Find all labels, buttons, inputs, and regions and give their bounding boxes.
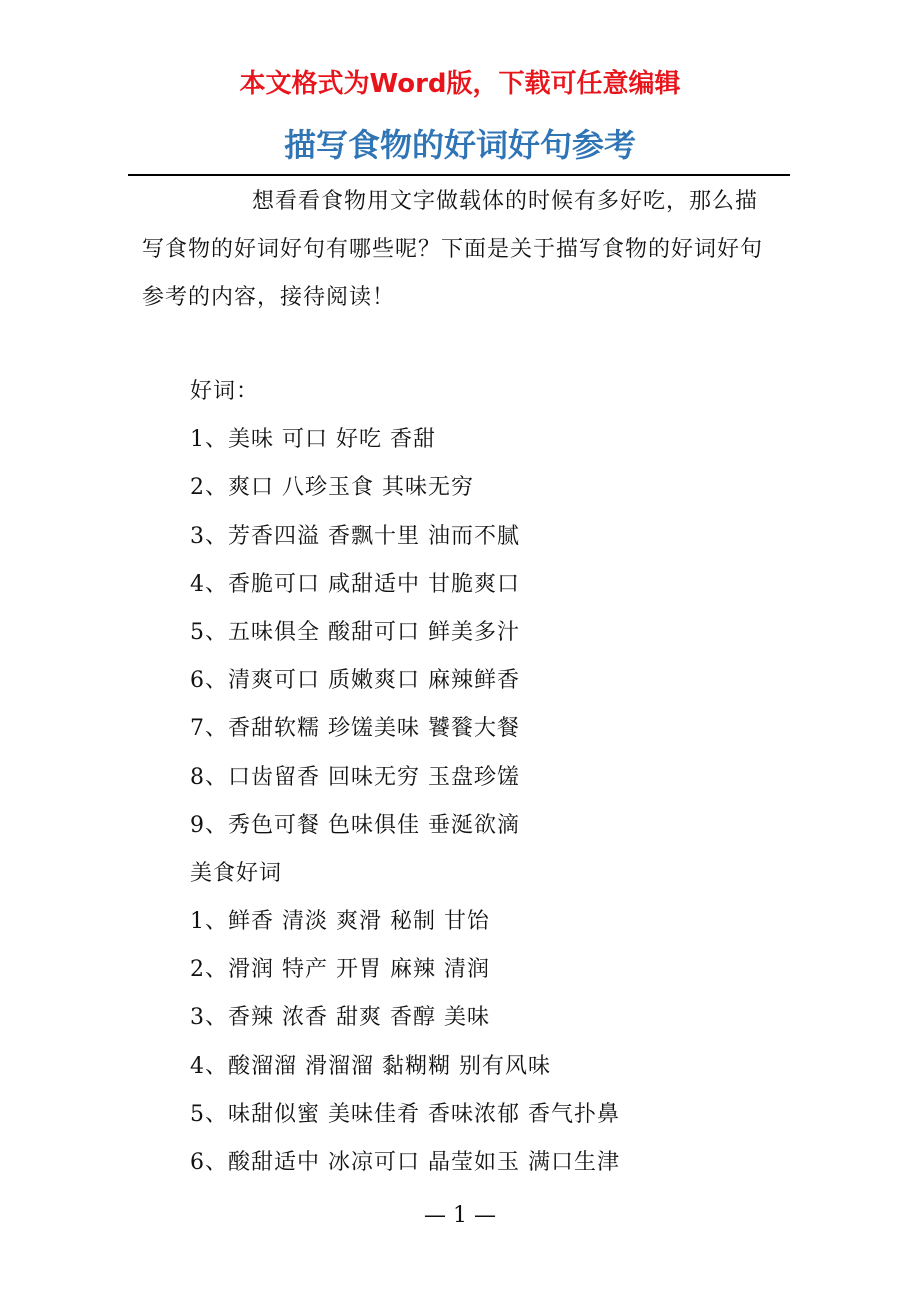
list-item: 9、秀色可餐 色味俱佳 垂涎欲滴 [190, 812, 520, 838]
list-item: 6、酸甜适中 冰凉可口 晶莹如玉 满口生津 [190, 1150, 620, 1175]
page-number: — 1 — [424, 1203, 496, 1228]
title-divider [128, 174, 790, 176]
list-item: 3、香辣 浓香 甜爽 香醇 美味 [190, 1005, 490, 1031]
section-heading-good-words: 好词： [190, 379, 260, 404]
list-item: 4、酸溜溜 滑溜溜 黏糊糊 别有风味 [190, 1053, 551, 1079]
list-item: 5、五味俱全 酸甜可口 鲜美多汁 [190, 619, 520, 645]
list-item: 5、味甜似蜜 美味佳肴 香味浓郁 香气扑鼻 [190, 1101, 620, 1127]
list-item: 7、香甜软糯 珍馐美味 饕餮大餐 [190, 716, 520, 742]
list-item: 2、滑润 特产 开胃 麻辣 清润 [190, 957, 490, 983]
section-heading-food-words: 美食好词 [190, 860, 283, 886]
list-item: 4、香脆可口 咸甜适中 甘脆爽口 [190, 571, 520, 597]
intro-paragraph: 想看看食物用文字做载体的时候有多好吃，那么描写食物的好词好句有哪些呢？下面是关于描写食物的好词好句参考的内容，接待阅读！ [142, 189, 764, 310]
document-title: 描写食物的好词好句参考 [283, 126, 636, 164]
word-list [190, 368, 790, 1187]
list-item: 2、爽口 八珍玉食 其味无穷 [190, 475, 474, 501]
list-item: 1、鲜香 清淡 爽滑 秘制 甘饴 [190, 909, 490, 935]
list-item: 3、芳香四溢 香飘十里 油而不腻 [190, 523, 520, 549]
list-item: 6、清爽可口 质嫩爽口 麻辣鲜香 [190, 668, 520, 694]
list-item: 8、口齿留香 回味无穷 玉盘珍馐 [190, 764, 520, 790]
word-format-notice: 本文格式为Word版，下载可任意编辑 [239, 69, 681, 99]
list-item: 1、美味 可口 好吃 香甜 [190, 427, 436, 453]
